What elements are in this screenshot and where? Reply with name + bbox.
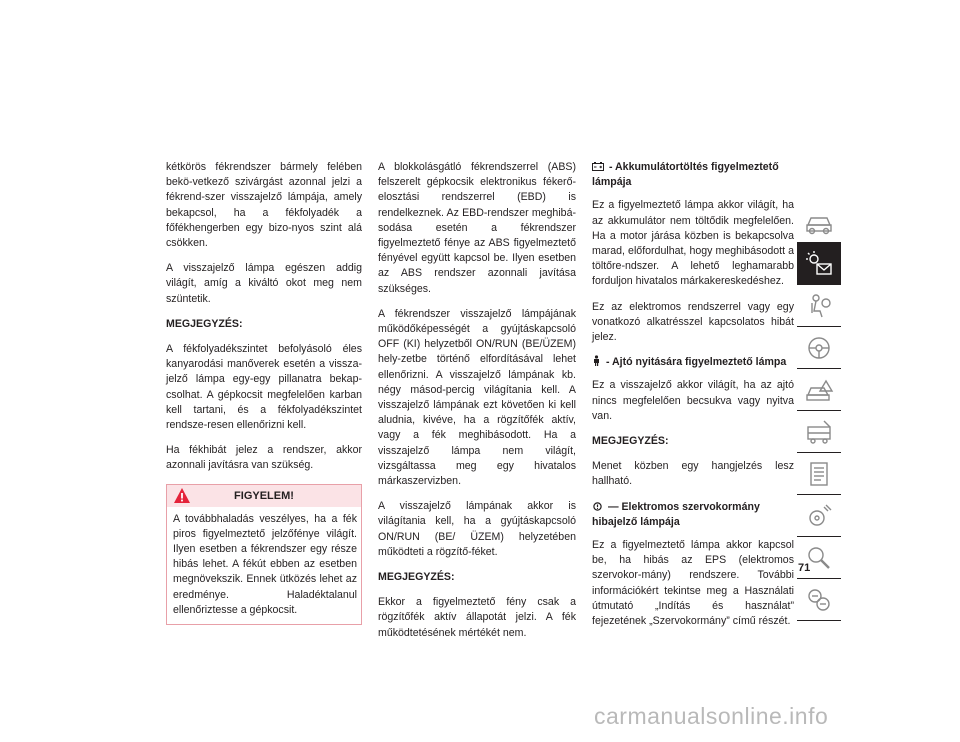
paragraph: A blokkolásgátló fékrendszerrel (ABS) felszerelt gépkocsik elektronikus fékerő-elosztási rendszerrel (EBD) is rendelkeznek. Az EBD-rendszer meghibá-sodása esetén a fékrendszer figyelmeztető fénye az ABS figyelmeztető fényével együtt kapcsol be. Ilyen esetben az ABS rendszer azonnali javítása szükséges.: [378, 161, 576, 295]
paragraph: Ha fékhibát jelez a rendszer, akkor azonnali javításra van szükség.: [166, 444, 362, 472]
tab-airbag[interactable]: [797, 285, 841, 327]
warning-header: [167, 485, 361, 507]
car-dashboard-icon: [804, 207, 834, 237]
battery-icon: [592, 162, 604, 171]
middle-column: [378, 160, 576, 651]
door-open-icon: [592, 355, 601, 366]
note-text: Ekkor a figyelmeztető fény csak a rögzítőfék aktív állapotát jelzi. A fék működtetésének mértékét nem.: [378, 596, 576, 639]
note-heading: MEGJEGYZÉS:: [592, 435, 669, 448]
steering-wheel-icon: [804, 333, 834, 363]
tab-service[interactable]: [797, 411, 841, 453]
service-icon: [804, 417, 834, 447]
left-column: [166, 160, 362, 625]
note-text: A fékfolyadékszintet befolyásoló éles kanyarodási manőverek esetén a vissza-jelző lámpa egy-egy pillanatra bekap-csolhat. A gépkocsit megfelelően karban kell tartani, és a fékfolyadékszintet rendsze-resen ellenőrizni kell.: [166, 343, 362, 432]
right-column: [592, 160, 794, 629]
paragraph: Ez a figyelmeztető lámpa akkor világít, ha az akkumulátor nem töltődik megfelelően. Ha a motor járása közben is bekapcsolva marad, előfordulhat, hogy meghibásodott a töltőre-ndszer. A lehető leghamarabb forduljon hivatalos márkakereskedéshez.: [592, 199, 794, 288]
paragraph: Ez az elektromos rendszerrel vagy egy vonatkozó alkatrésszel kapcsolatos hibát jelez.: [592, 300, 794, 344]
warning-title: FIGYELEM!: [234, 489, 294, 502]
paragraph: A visszajelző lámpa egészen addig világít, amíg a kiváltó okot meg nem szüntetik.: [166, 262, 362, 305]
airbag-icon: [804, 291, 834, 321]
warning-text: A továbbhaladás veszélyes, ha a fék piros figyelmeztető jelzőfénye világít. Ilyen esetben a fékrendszer egy része hibás lehet. A fékút ebben az esetben megnövekszik. Ennek ütközés lehet az eredménye. Haladéktalanul ellenőriztesse a gépkocsit.: [173, 512, 357, 616]
tab-specifications[interactable]: [797, 453, 841, 495]
warning-box: [166, 484, 362, 625]
tab-languages[interactable]: [797, 579, 841, 621]
section-heading-text: - Ajtó nyitására figyelmeztető lámpa: [603, 356, 787, 369]
paragraph: A visszajelző lámpának akkor is világítania kell, ha a gyújtáskapcsoló ON/RUN (BE/ ÜZEM) helyzetében működteti a rögzítő-féket.: [378, 500, 576, 558]
multimedia-icon: [804, 501, 834, 531]
tab-warning-lights[interactable]: [797, 243, 841, 285]
note-heading: MEGJEGYZÉS:: [378, 571, 455, 584]
note-heading: MEGJEGYZÉS:: [166, 317, 243, 330]
languages-icon: [804, 585, 834, 615]
breakdown-icon: [804, 375, 834, 405]
steering-fault-icon: [592, 502, 603, 511]
tab-breakdown[interactable]: [797, 369, 841, 411]
note-text: Menet közben egy hangjelzés lesz hallható.: [592, 460, 794, 488]
page-number: 71: [798, 562, 811, 574]
paragraph: Ez a visszajelző akkor világít, ha az ajtó nincs megfelelően becsukva vagy nyitva van.: [592, 379, 794, 422]
section-heading-text: — Elektromos szervokormány hibajelző lámpája: [592, 500, 760, 528]
section-heading-door: [592, 355, 794, 370]
section-heading-eps: [592, 500, 794, 530]
tab-steering[interactable]: [797, 327, 841, 369]
watermark: carmanualsonline.info: [594, 703, 829, 729]
paragraph: kétkörös fékrendszer bármely felében bekö-vetkező szivárgást azonnal jelzi a fékrend-szer visszajelző lámpája, amely bekapcsol, ha a fékfolyadék a főfékhengerben egy bizo-nyos szint alá csökken.: [166, 161, 362, 250]
warning-triangle-icon: [173, 487, 191, 504]
specifications-icon: [804, 459, 834, 489]
tab-car-dashboard[interactable]: [797, 201, 841, 243]
warning-lights-icon: [804, 249, 834, 279]
section-heading-battery: [592, 160, 794, 190]
paragraph: Ez a figyelmeztető lámpa akkor kapcsol be, ha hibás az EPS (elektromos szervokor-mány) rendszere. További információkért tekintse meg a Használati útmutató „Indítás és használat” fejezetének „Szervokormány” című részét.: [592, 539, 794, 628]
section-heading-text: - Akkumulátortöltés figyelmeztető lámpája: [592, 161, 779, 189]
paragraph: A fékrendszer visszajelző lámpájának működőképességét a gyújtáskapcsoló OFF (KI) helyzetből ON/RUN (BE/ÜZEM) hely-zetbe történő elfordításával lehet ellenőrizni. A visszajelző lámpának kb. négy másod-percig világítania kell. A visszajelző lámpának ezt követően ki kell aludnia, kivéve, ha a rögzítőfék aktív, vagy a fék meghibásodott. Ha a visszajelző lámpa nem világít, vizsgáltassa meg egy hivatalos márkaszervizben.: [378, 307, 576, 488]
tab-multimedia[interactable]: [797, 495, 841, 537]
